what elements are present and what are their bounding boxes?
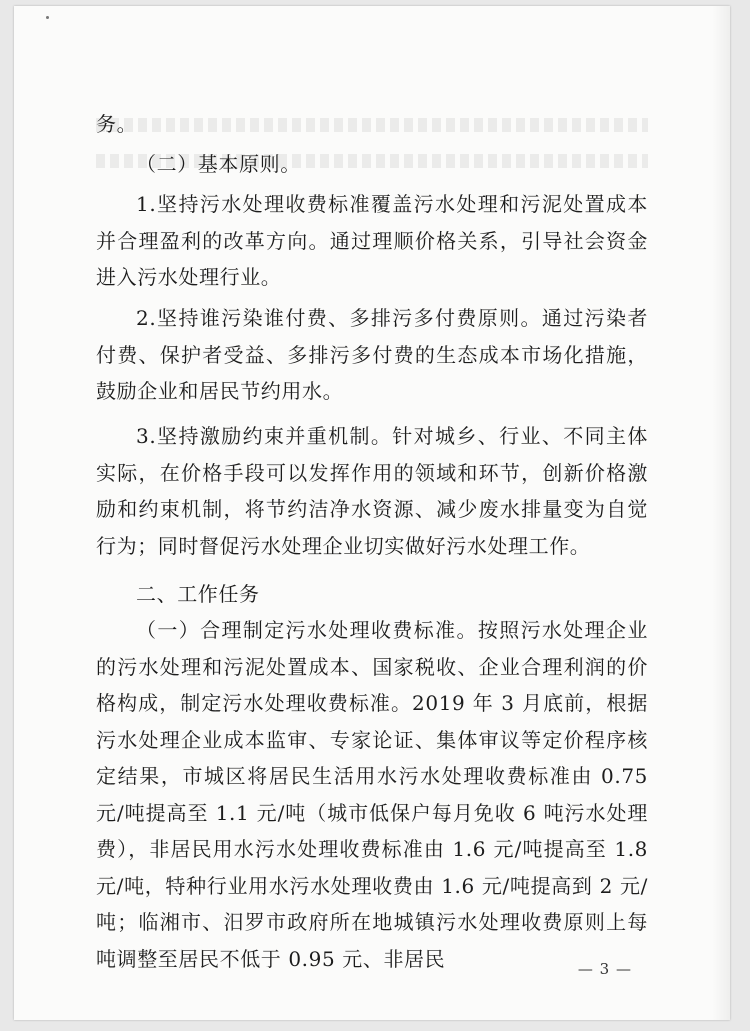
task-1-paragraph: （一）合理制定污水处理收费标准。按照污水处理企业的污水处理和污泥处置成本、国家税收、企业合理利润的价格构成，制定污水处理收费标准。2019 年 3 月底前，根据污水处理企业成本监审、专家论证、集体审议等定价程序核定结果，市城区将居民生活用水污水处理收费标准由 0.75 元/吨提高至 1.1 元/吨（城市低保户每月免收 6 吨污水处理费），非居民用水污水处理收费标准由 1.6 元/吨提高至 1.8 元/吨，特种行业用水污水处理收费由 1.6 元/吨提高到 2 元/吨；临湘市、汨罗市政府所在地城镇污水处理收费原则上每吨调整至居民不低于 0.95 元、非居民 [96,618,648,971]
principle-1-paragraph: 1.坚持污水处理收费标准覆盖污水处理和污泥处置成本并合理盈利的改革方向。通过理顺价格关系，引导社会资金进入污水处理行业。 [96,192,648,289]
principle-2-paragraph: 2.坚持谁污染谁付费、多排污多付费原则。通过污染者付费、保护者受益、多排污多付费的生态成本市场化措施，鼓励企业和居民节约用水。 [96,306,648,403]
section-subheading-basic-principles: （二）基本原则。 [136,152,301,176]
scan-speck [46,16,49,19]
page-edge-shadow [712,6,730,1020]
paragraph-continuation: 务。 [96,112,138,136]
principle-3-paragraph: 3.坚持激励约束并重机制。针对城乡、行业、不同主体实际，在价格手段可以发挥作用的领域和环节，创新价格激励和约束机制，将节约洁净水资源、减少废水排量变为自觉行为；同时督促污水处理企业切实做好污水处理工作。 [96,424,648,558]
section-heading-work-tasks: 二、工作任务 [136,582,260,606]
page-number: — 3 — [577,960,632,978]
document-page [14,6,730,1020]
